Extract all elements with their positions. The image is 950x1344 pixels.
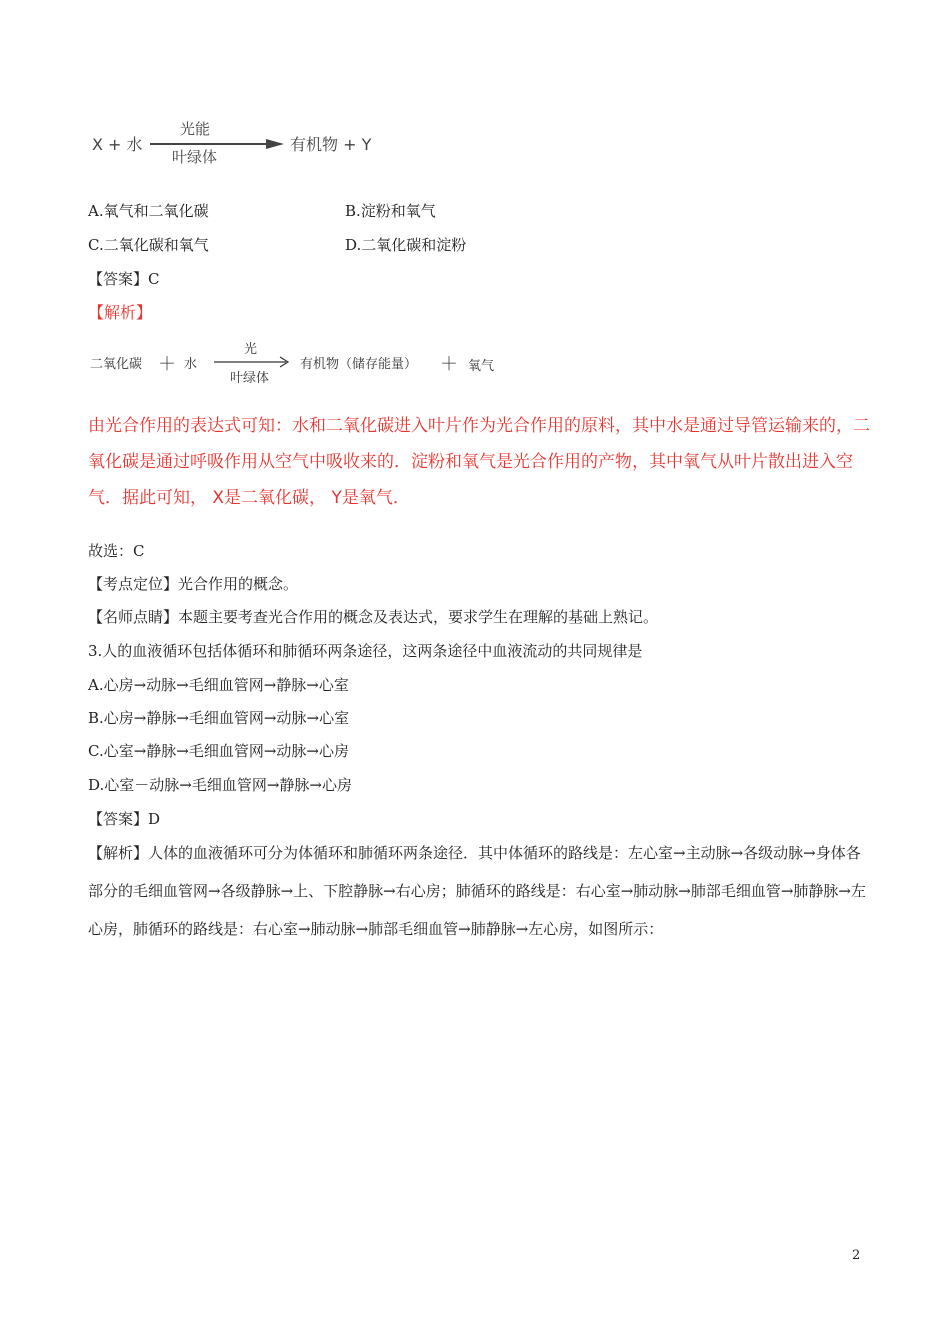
eq2-below: 叶绿体	[230, 371, 270, 386]
option-a: A.氧气和二氧化碳	[88, 202, 209, 220]
answer-q3: 【答案】D	[88, 810, 161, 828]
analysis-q3: 【解析】人体的血液循环可分为体循环和肺循环两条途径．其中体循环的路线是：左心室→主动脉→各级动脉→身体各部分的毛细血管网→各级静脉→上、下腔静脉→右心房；肺循环的路线是：右心室→肺动脉→肺部毛细血管→肺静脉→左心房，肺循环的路线是：右心室→肺动脉→肺部毛细血管→肺静脉→左心房，如图所示：	[88, 844, 866, 938]
analysis-label: 【解析】	[88, 303, 153, 322]
eq2-plus1: ＋	[158, 354, 176, 375]
choose-answer: 故选：C	[88, 542, 145, 560]
option-b: B.淀粉和氧气	[345, 202, 436, 220]
eq2-product2: 氧气	[468, 359, 495, 374]
equation1-below: 叶绿体	[172, 148, 218, 166]
equation1-above: 光能	[180, 120, 211, 138]
q3-option-b: B.心房→静脉→毛细血管网→动脉→心室	[88, 709, 350, 727]
explanation-red: 由光合作用的表达式可知：水和二氧化碳进入叶片作为光合作用的原料，其中水是通过导管运输来的，二氧化碳是通过呼吸作用从空气中吸收来的．淀粉和氧气是光合作用的产物，其中氧气从叶片散出进入空气．据此可知， X是二氧化碳， Y是氧气．	[88, 416, 870, 508]
eq2-reactant2: 水	[184, 357, 198, 372]
eq2-above: 光	[244, 342, 258, 357]
q3-option-d: D.心室－动脉→毛细血管网→静脉→心房	[88, 776, 352, 794]
option-c: C.二氧化碳和氧气	[88, 236, 209, 254]
equation1-right: 有机物 + Y	[290, 135, 372, 154]
eq2-plus2: ＋	[440, 354, 458, 375]
page-number: 2	[852, 1248, 861, 1263]
option-d: D.二氧化碳和淀粉	[345, 236, 467, 254]
equation1-arrow-head	[266, 139, 284, 149]
eq2-product1: 有机物（储存能量）	[300, 357, 418, 372]
equation1-left: X + 水	[92, 135, 143, 154]
photosynthesis-detailed-equation	[88, 336, 508, 390]
kaodian: 【考点定位】光合作用的概念。	[88, 575, 299, 593]
q3-option-c: C.心室→静脉→毛细血管网→动脉→心房	[88, 742, 349, 760]
eq2-reactant1: 二氧化碳	[90, 357, 143, 372]
answer-q2: 【答案】C	[88, 270, 160, 288]
photosynthesis-equation-image	[88, 112, 388, 174]
question-3: 3.人的血液循环包括体循环和肺循环两条途径，这两条途径中血液流动的共同规律是	[88, 642, 643, 660]
q3-option-a: A.心房→动脉→毛细血管网→静脉→心室	[88, 676, 349, 694]
mingshi: 【名师点睛】本题主要考查光合作用的概念及表达式，要求学生在理解的基础上熟记。	[88, 608, 659, 626]
